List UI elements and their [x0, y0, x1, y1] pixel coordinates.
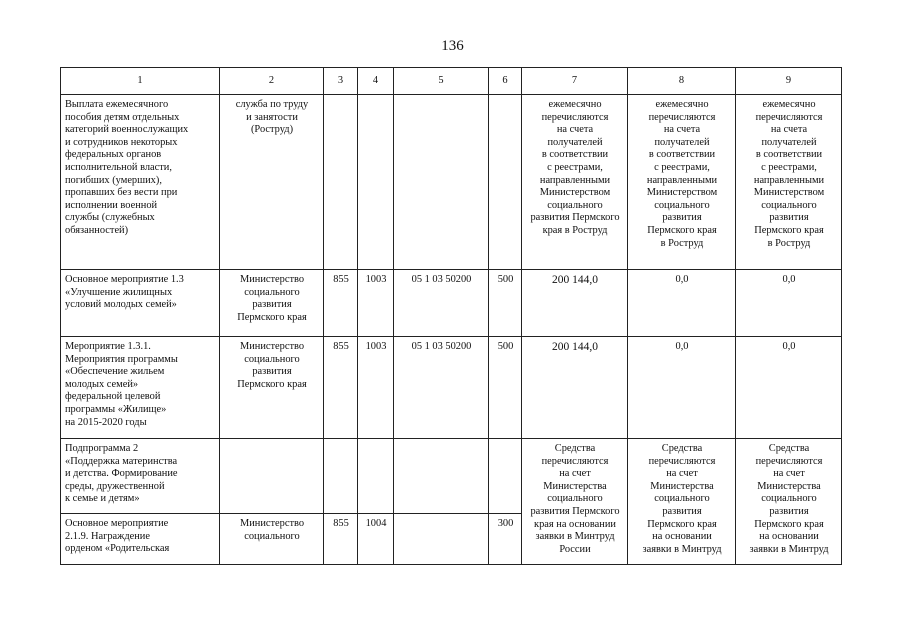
row-executor: Министерство социального развития Пермского края	[220, 270, 324, 337]
row-rzpr: 1003	[358, 270, 394, 337]
row-year-1: Средства перечисляются на счет Министерства социального развития Пермского края на основании заявки в Минтруд России	[522, 439, 628, 565]
row-name: Основное мероприятие 1.3 «Улучшение жилищных условий молодых семей»	[61, 270, 220, 337]
row-executor: Министерство социального	[220, 514, 324, 565]
header-col-3: 3	[324, 68, 358, 95]
row-year-3: 0,0	[736, 337, 842, 439]
row-year-3: Средства перечисляются на счет Министерства социального развития Пермского края на основании заявки в Минтруд	[736, 439, 842, 565]
table-row	[61, 439, 842, 514]
header-col-9: 9	[736, 68, 842, 95]
header-col-6: 6	[489, 68, 522, 95]
row-year-1: 200 144,0	[522, 270, 628, 337]
row-grbs: 855	[324, 270, 358, 337]
row-year-3: ежемесячно перечисляются на счета получателей в соответствии с реестрами, направленными Министерством социального развития Пермского края в Роструд	[736, 95, 842, 270]
header-col-5: 5	[394, 68, 489, 95]
row-executor: Министерство социального развития Пермского края	[220, 337, 324, 439]
table-row	[61, 337, 842, 439]
row-rzpr	[358, 439, 394, 514]
row-year-1: ежемесячно перечисляются на счета получателей в соответствии с реестрами, направленными Министерством социального развития Пермского края в Роструд	[522, 95, 628, 270]
row-csr	[394, 514, 489, 565]
header-col-1: 1	[61, 68, 220, 95]
header-col-7: 7	[522, 68, 628, 95]
row-year-1: 200 144,0	[522, 337, 628, 439]
header-col-2: 2	[220, 68, 324, 95]
row-year-2: ежемесячно перечисляются на счета получателей в соответствии с реестрами, направленными Министерством социального развития Пермского края в Роструд	[628, 95, 736, 270]
row-vr	[489, 95, 522, 270]
row-rzpr	[358, 95, 394, 270]
row-year-2: 0,0	[628, 270, 736, 337]
row-executor: служба по труду и занятости (Роструд)	[220, 95, 324, 270]
row-year-2: Средства перечисляются на счет Министерства социального развития Пермского края на основании заявки в Минтруд	[628, 439, 736, 565]
row-rzpr: 1003	[358, 337, 394, 439]
row-grbs: 855	[324, 337, 358, 439]
row-vr	[489, 439, 522, 514]
row-vr: 500	[489, 270, 522, 337]
row-csr: 05 1 03 50200	[394, 337, 489, 439]
row-grbs	[324, 95, 358, 270]
row-name: Выплата ежемесячного пособия детям отдельных категорий военнослужащих и сотрудников некоторых федеральных органов исполнительной власти, погибших (умерших), пропавших без вести при исполнении военной службы (служебных обязанностей)	[61, 95, 220, 270]
row-csr: 05 1 03 50200	[394, 270, 489, 337]
table-row	[61, 270, 842, 337]
row-csr	[394, 439, 489, 514]
row-year-3: 0,0	[736, 270, 842, 337]
header-row	[61, 68, 842, 95]
row-name: Мероприятие 1.3.1. Мероприятия программы «Обеспечение жильем молодых семей» федеральной целевой программы «Жилище» на 2015-2020 годы	[61, 337, 220, 439]
row-rzpr: 1004	[358, 514, 394, 565]
budget-table	[60, 67, 842, 565]
table-row	[61, 95, 842, 270]
header-col-4: 4	[358, 68, 394, 95]
row-name: Основное мероприятие 2.1.9. Награждение орденом «Родительская	[61, 514, 220, 565]
row-vr: 500	[489, 337, 522, 439]
row-name: Подпрограмма 2 «Поддержка материнства и детства. Формирование среды, дружественной к семье и детям»	[61, 439, 220, 514]
row-grbs	[324, 439, 358, 514]
row-grbs: 855	[324, 514, 358, 565]
page-number: 136	[441, 38, 464, 54]
row-executor	[220, 439, 324, 514]
header-col-8: 8	[628, 68, 736, 95]
row-csr	[394, 95, 489, 270]
row-vr: 300	[489, 514, 522, 565]
row-year-2: 0,0	[628, 337, 736, 439]
